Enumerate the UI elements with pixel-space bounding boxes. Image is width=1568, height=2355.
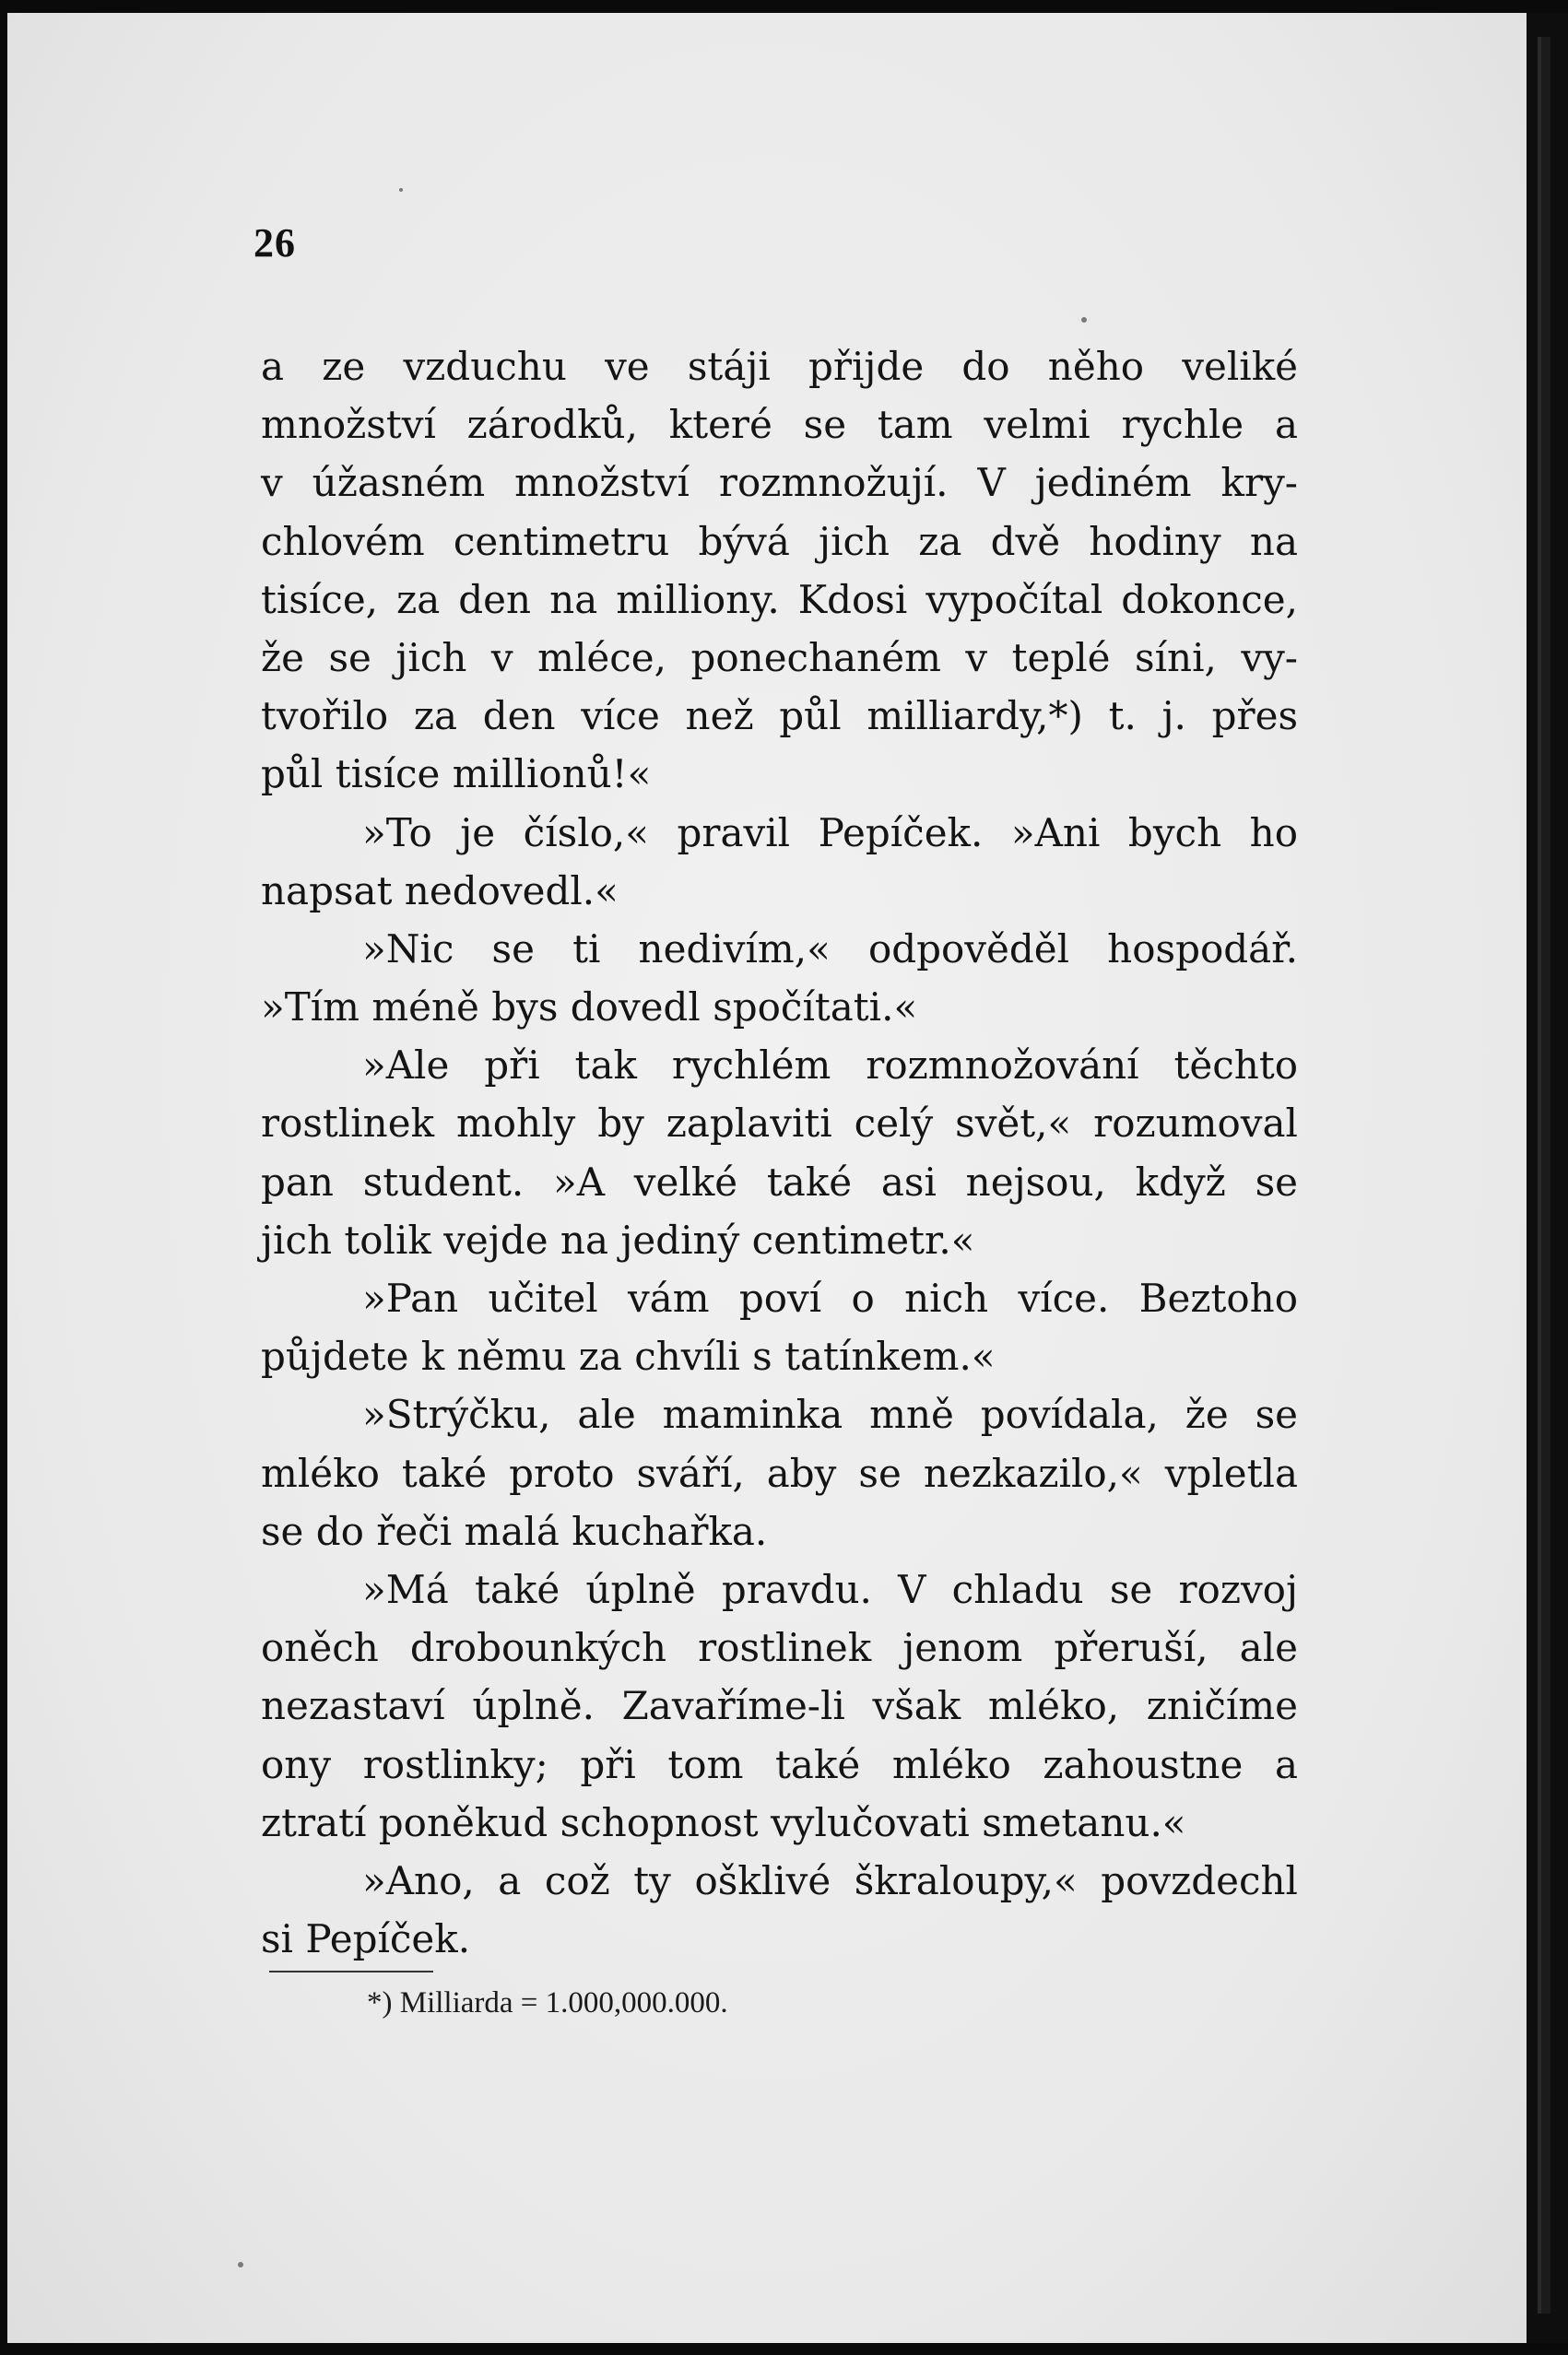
paper-speck <box>399 188 403 192</box>
text-line: a ze vzduchu ve stáji přijde do něho veliké <box>261 344 1298 389</box>
text-line: »Nic se ti nedivím,« odpověděl hospodář. <box>362 925 1298 971</box>
text-line: půl tisíce millionů!« <box>261 751 652 797</box>
text-line: že se jich v mléce, ponechaném v teplé síni, vy- <box>261 634 1298 680</box>
text-line: pan student. »A velké také asi nejsou, když se <box>261 1159 1298 1205</box>
footnote: *) Milliarda = 1.000,000.000. <box>367 1986 728 2019</box>
text-line: »Ano, a což ty ošklivé škraloupy,« povzdechl <box>362 1857 1298 1903</box>
text-line: jich tolik vejde na jediný centimetr.« <box>261 1217 975 1263</box>
text-line: půjdete k němu za chvíli s tatínkem.« <box>261 1334 996 1380</box>
paper-speck <box>1081 317 1087 323</box>
text-line: rostlinek mohly by zaplaviti celý svět,« rozumoval <box>261 1101 1298 1147</box>
text-line: napsat nedovedl.« <box>261 867 619 913</box>
body-text <box>261 337 1298 1968</box>
page-number: 26 <box>253 220 296 265</box>
binding-edge <box>1538 37 1550 2314</box>
text-line: »Tím méně bys dovedl spočítati.« <box>261 984 918 1030</box>
text-line: ztratí poněkud schopnost vylučovati smetanu.« <box>261 1799 1186 1845</box>
paper-speck <box>238 2262 243 2267</box>
text-line: ony rostlinky; při tom také mléko zahoustne a <box>261 1741 1298 1787</box>
text-line: nezastaví úplně. Zavaříme-li však mléko, zničíme <box>261 1683 1298 1729</box>
text-line: »Ale při tak rychlém rozmnožování těchto <box>362 1042 1298 1089</box>
text-line: chlovém centimetru bývá jich za dvě hodiny na <box>261 518 1298 564</box>
text-line: »Pan učitel vám poví o nich více. Beztoho <box>362 1276 1298 1321</box>
text-line: si Pepíček. <box>261 1916 471 1962</box>
text-line: »Má také úplně pravdu. V chladu se rozvoj <box>362 1566 1298 1612</box>
text-line: tvořilo za den více než půl milliardy,*) t. j. přes <box>261 693 1298 739</box>
text-line: se do řeči malá kuchařka. <box>261 1508 768 1554</box>
text-line: v úžasném množství rozmnožují. V jediném kry- <box>261 460 1298 506</box>
text-line: oněch drobounkých rostlinek jenom přeruší, ale <box>261 1625 1298 1671</box>
text-line: množství zárodků, které se tam velmi rychle a <box>261 402 1298 448</box>
footnote-rule <box>269 1971 433 1972</box>
text-line: tisíce, za den na milliony. Kdosi vypočítal dokonce, <box>261 576 1298 622</box>
text-line: mléko také proto sváří, aby se nezkazilo,« vpletla <box>261 1450 1298 1496</box>
text-line: »Strýčku, ale maminka mně povídala, že se <box>362 1392 1298 1438</box>
text-line: »To je číslo,« pravil Pepíček. »Ani bych ho <box>362 809 1298 855</box>
